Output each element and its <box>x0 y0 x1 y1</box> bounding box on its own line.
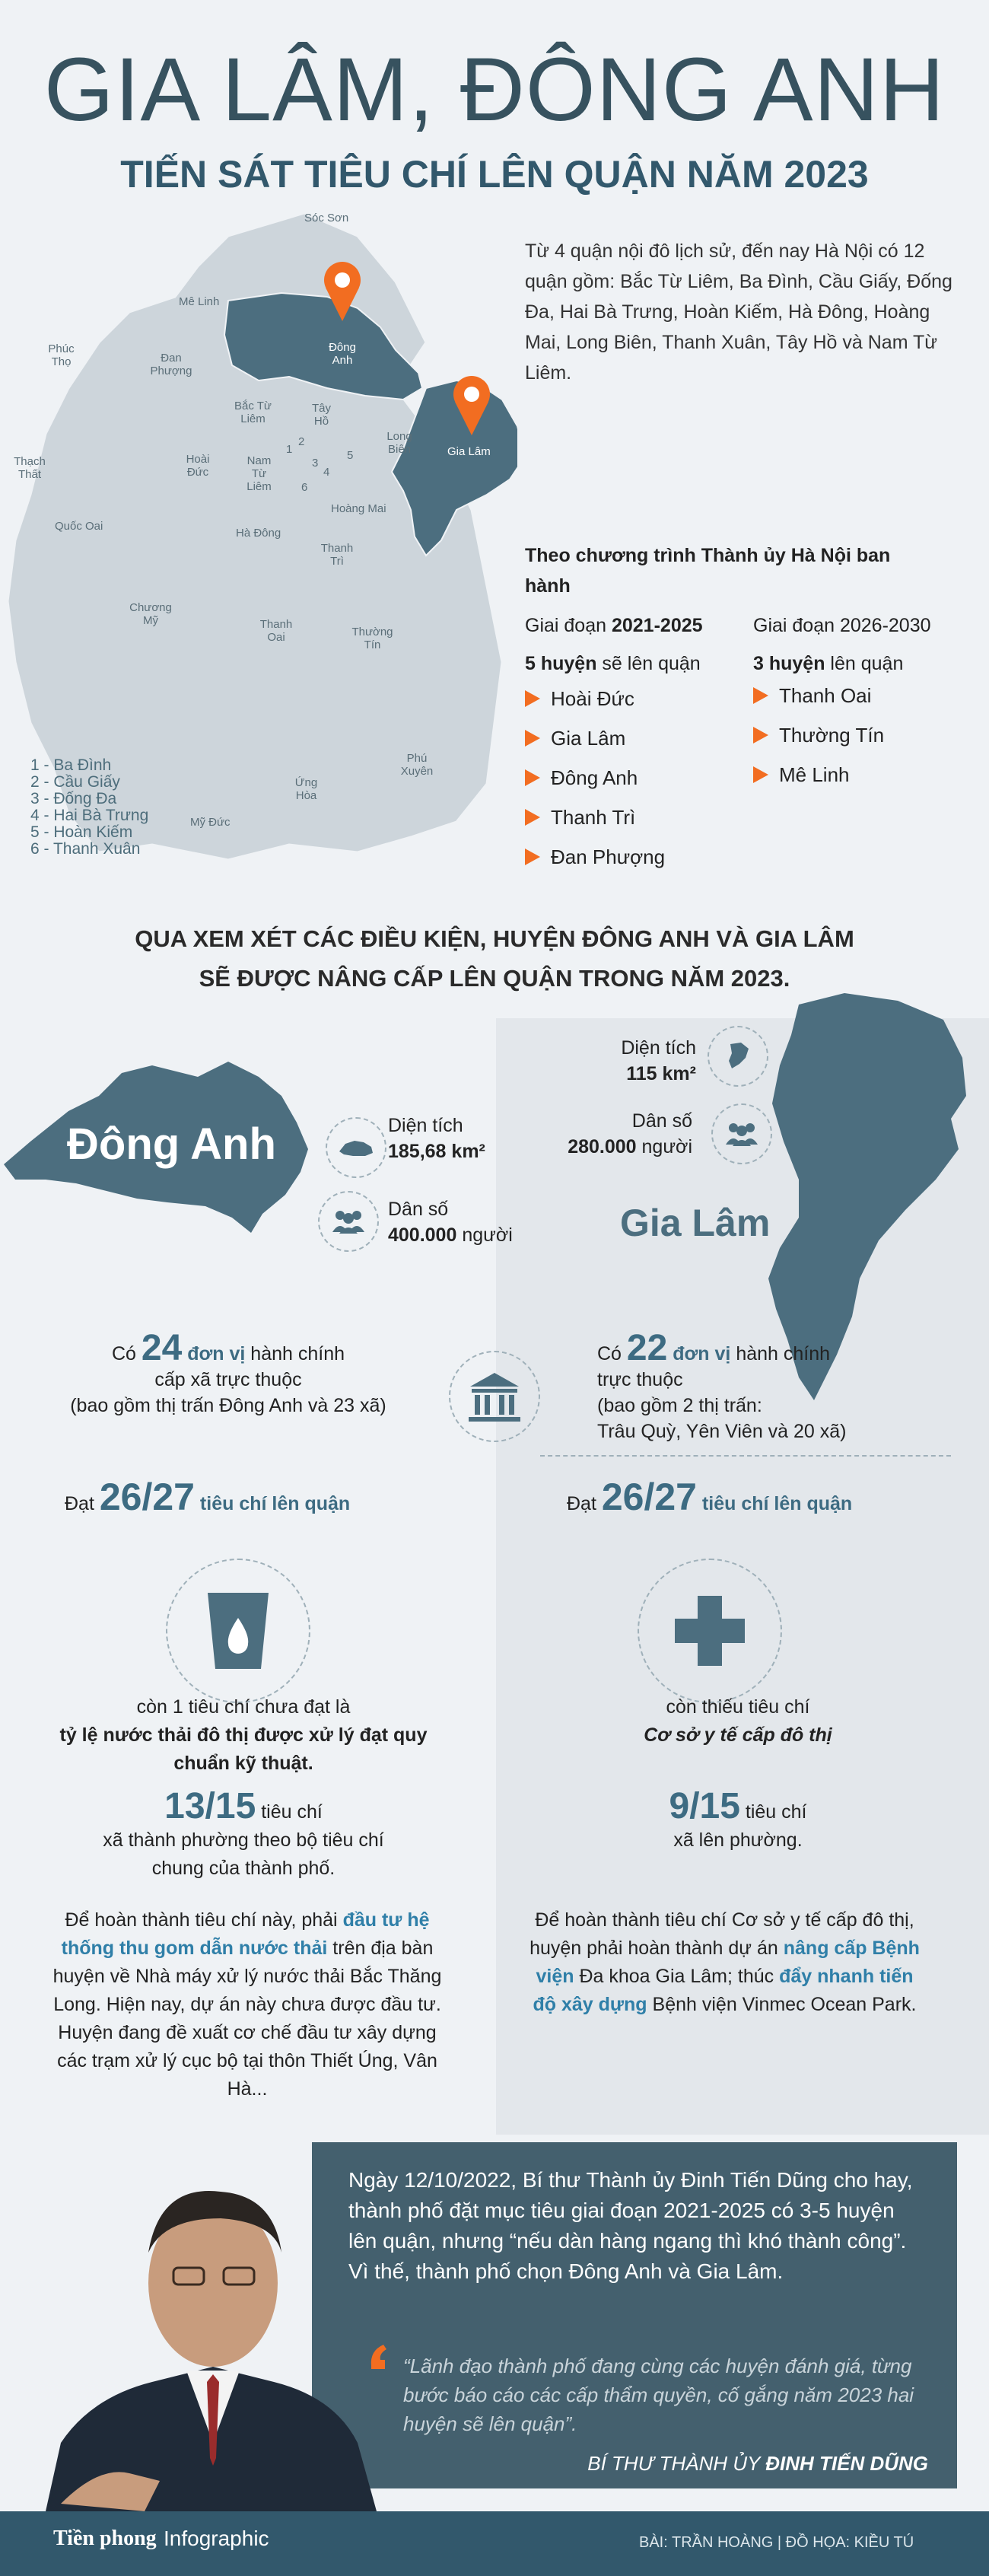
map-label-hoang-mai: Hoàng Mai <box>331 502 386 515</box>
dong-anh-name: Đông Anh <box>67 1119 276 1169</box>
map-label-quoc-oai: Quốc Oai <box>55 520 103 533</box>
quote-intro: Ngày 12/10/2022, Bí thư Thành ủy Đinh Tiến Dũng cho hay, thành phố đặt mục tiêu giai đoạn 2021-2025 có 3-5 huyện lên quận, nhưng “nếu dàn hàng ngang thì khó thành công”. Vì thế, thành phố chọn Đông Anh và Gia Lâm. <box>348 2168 913 2283</box>
population-icon-circle <box>711 1103 772 1164</box>
map-label-hoai-duc: Hoài Đức <box>186 453 210 479</box>
legend-item: 3 - Đống Đa <box>30 790 117 807</box>
map-label-long-bien: Long Biên <box>386 430 412 456</box>
map-num-6: 6 <box>301 481 308 494</box>
headline-line: SẼ ĐƯỢC NÂNG CẤP LÊN QUẬN TRONG NĂM 2023. <box>199 965 790 992</box>
dong-anh-missing: còn 1 tiêu chí chưa đạt là tỷ lệ nước thải đô thị được xử lý đạt quy chuẩn kỹ thuật. <box>59 1696 428 1774</box>
map-num-3: 3 <box>312 457 319 470</box>
map-label-phuc-tho: Phúc Thọ <box>48 342 75 368</box>
phase1-list <box>525 679 665 877</box>
gia-lam-admin-units: Có 22 đơn vị hành chính trực thuộc (bao gồm 2 thị trấn: Trâu Quỳ, Yên Viên và 20 xã) <box>597 1328 847 1442</box>
footer-brand-logo: Tiền phong <box>53 2527 157 2550</box>
map-label-thuong-tin: Thường Tín <box>351 626 393 651</box>
phase1-item: Gia Lâm <box>525 718 665 758</box>
footer-credits: BÀI: TRẦN HOÀNG | ĐỒ HỌA: KIỀU TÚ <box>639 2534 914 2551</box>
footer-section: Infographic <box>164 2527 269 2550</box>
phase2-item: Thanh Oai <box>753 676 884 715</box>
area-icon <box>338 1136 374 1159</box>
legend-item: 6 - Thanh Xuân <box>30 840 141 858</box>
gia-lam-population: Dân số 280.000 người <box>568 1110 692 1157</box>
dong-anh-population: Dân số 400.000 người <box>388 1199 513 1246</box>
map-num-1: 1 <box>286 443 293 456</box>
gia-lam-plan: Để hoàn thành tiêu chí Cơ sở y tế cấp đô thị, huyện phải hoàn thành dự án nâng cấp Bệnh viện Đa khoa Gia Lâm; thúc đẩy nhanh tiến độ xây dựng Bệnh viện Vinmec Ocean Park. <box>529 1909 920 2015</box>
headline-line: QUA XEM XÉT CÁC ĐIỀU KIỆN, HUYỆN ĐÔNG ANH VÀ GIA LÂM <box>135 925 854 952</box>
phase2-item: Thường Tín <box>753 715 884 755</box>
phase1-summary: 5 huyện sẽ lên quận <box>525 653 701 674</box>
gia-lam-ward-criteria: 9/15 tiêu chí xã lên phường. <box>669 1786 807 1851</box>
map-label-dong-anh: Đông Anh <box>329 341 356 367</box>
people-icon <box>329 1208 367 1235</box>
page-subtitle: TIẾN SÁT TIÊU CHÍ LÊN QUẬN NĂM 2023 <box>120 153 869 196</box>
map-label-ung-hoa: Ứng Hòa <box>294 776 318 802</box>
map-label-gia-lam: Gia Lâm <box>447 445 491 458</box>
legend-item: 1 - Ba Đình <box>30 756 112 774</box>
phase2-list <box>753 676 884 794</box>
water-icon-circle <box>166 1559 310 1703</box>
leader-portrait <box>30 2138 396 2511</box>
gia-lam-area: Diện tích 115 km² <box>621 1037 696 1084</box>
legend-item: 4 - Hai Bà Trưng <box>30 807 149 824</box>
map-label-my-duc: Mỹ Đức <box>190 816 231 829</box>
phase1-item: Thanh Trì <box>525 798 665 837</box>
area-icon-circle <box>326 1117 386 1178</box>
water-glass-icon <box>204 1589 272 1673</box>
population-icon-circle <box>318 1191 379 1252</box>
phase2-summary: 3 huyện lên quận <box>753 653 904 674</box>
phase1-item: Hoài Đức <box>525 679 665 718</box>
map-label-thach-that: Thạch Thất <box>14 455 46 481</box>
map-label-tay-ho: Tây Hồ <box>311 402 331 428</box>
dong-anh-ward-criteria: 13/15 tiêu chí xã thành phường theo bộ tiêu chí chung của thành phố. <box>103 1786 384 1879</box>
map-label-dan-phuong: Đan Phượng <box>150 352 192 377</box>
map-label-thanh-tri: Thanh Trì <box>320 542 354 568</box>
map-label-nam-tu-liem: Nam Từ Liêm <box>246 454 272 493</box>
phase1-label: Giai đoạn 2021-2025 <box>525 615 703 636</box>
phase2-label: Giai đoạn 2026-2030 <box>753 615 931 636</box>
quote-text: “Lãnh đạo thành phố đang cùng các huyện đánh giá, từng bước báo cáo các cấp thẩm quyền, cố gắng năm 2023 hai huyện sẽ lên quận”. <box>403 2355 914 2435</box>
map-label-phu-xuyen: Phú Xuyên <box>400 752 434 778</box>
legend-item: 5 - Hoàn Kiếm <box>30 823 133 841</box>
legend-item: 2 - Cầu Giấy <box>30 773 120 791</box>
area-icon <box>723 1041 753 1071</box>
map-label-soc-son: Sóc Sơn <box>304 212 349 224</box>
gia-lam-criteria: Đạt 26/27 tiêu chí lên quận <box>567 1476 853 1518</box>
map-num-4: 4 <box>323 466 330 479</box>
gia-lam-name: Gia Lâm <box>620 1202 771 1244</box>
page-title: GIA LÂM, ĐÔNG ANH <box>43 40 946 140</box>
divider <box>540 1455 951 1457</box>
map-label-me-linh: Mê Linh <box>179 295 220 308</box>
medical-icon-circle <box>638 1559 782 1703</box>
phase2-item: Mê Linh <box>753 755 884 794</box>
phase1-item: Đan Phượng <box>525 837 665 877</box>
map-label-ha-dong: Hà Đông <box>236 527 281 540</box>
gia-lam-missing: còn thiếu tiêu chí Cơ sở y tế cấp đô thị <box>644 1696 832 1746</box>
map-label-bac-tu-liem: Bắc Từ Liêm <box>234 400 272 425</box>
dong-anh-plan: Để hoàn thành tiêu chí này, phải đầu tư hệ thống thu gom dẫn nước thải trên địa bàn huyện về Nhà máy xử lý nước thải Bắc Thăng Long. Hiện nay, dự án này chưa được đầu tư. Huyện đang đề xuất cơ chế đầu tư xây dựng các trạm xử lý cục bộ tại thôn Thiết Úng, Vân Hà... <box>52 1909 442 2100</box>
map-legend <box>30 757 148 858</box>
dong-anh-criteria: Đạt 26/27 tiêu chí lên quận <box>65 1476 351 1518</box>
medical-cross-icon <box>673 1594 746 1667</box>
quote-mark-icon <box>367 2340 397 2371</box>
map-num-5: 5 <box>347 449 354 462</box>
dong-anh-admin-units: Có 24 đơn vị hành chính cấp xã trực thuộc (bao gồm thị trấn Đông Anh và 23 xã) <box>70 1328 386 1416</box>
intro-text: Từ 4 quận nội đô lịch sử, đến nay Hà Nội có 12 quận gồm: Bắc Từ Liêm, Ba Đình, Cầu Giấy, Đống Đa, Hai Bà Trưng, Hoàn Kiếm, Hà Đông, Hoàng Mai, Long Biên, Thanh Xuân, Tây Hồ và Nam Từ Liêm. <box>525 240 952 384</box>
phase1-item: Đông Anh <box>525 758 665 798</box>
government-building-icon <box>464 1370 525 1423</box>
government-icon-circle <box>449 1351 540 1442</box>
area-icon-circle <box>708 1026 768 1087</box>
map-num-2: 2 <box>298 435 305 448</box>
map-label-chuong-my: Chương Mỹ <box>129 601 172 627</box>
program-title: Theo chương trình Thành ủy Hà Nội ban hành <box>525 545 891 597</box>
section-headline <box>0 919 989 998</box>
map-label-thanh-oai: Thanh Oai <box>259 618 293 644</box>
dong-anh-area: Diện tích 185,68 km² <box>388 1115 485 1162</box>
quote-signature: BÍ THƯ THÀNH ỦY ĐINH TIẾN DŨNG <box>587 2452 928 2475</box>
people-icon <box>723 1120 761 1148</box>
